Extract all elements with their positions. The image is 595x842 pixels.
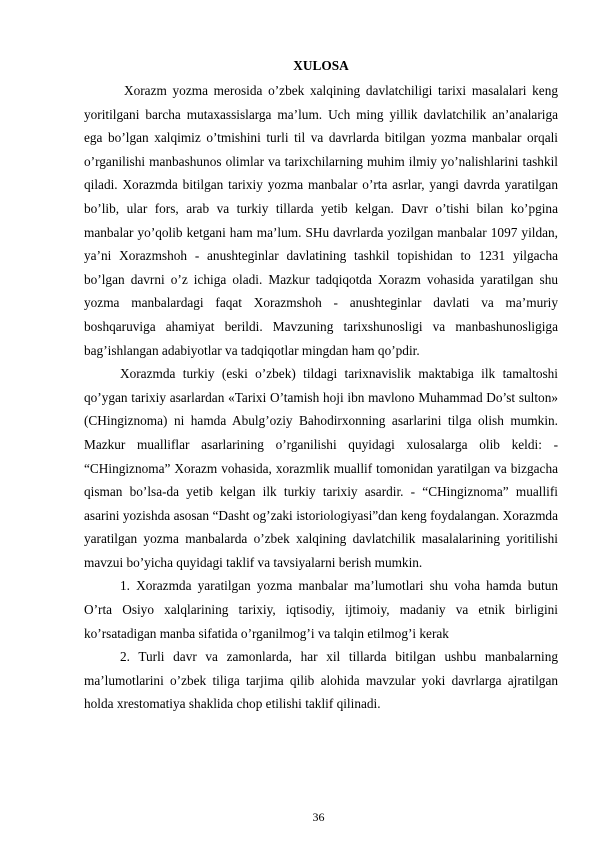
document-title: XULOSA <box>293 58 349 73</box>
paragraph-intro: Xorazm yozma merosida o’zbek xalqining davlatchiligi tarixi masalalari keng yoritilgani barcha mutaxassislarga ma’lum. Uch ming yillik davlatchilik an’analariga ega bo’lgan xalqimiz o’tmishini turli til va davrlarda bitilgan yozma manbalar orqali o’rganilishi manbashunos olimlar va tarixchilarning muhim ilmiy yo’nalishlarini tashkil qiladi. Xorazmda bitilgan tarixiy yozma manbalar o’rta asrlar, yangi davrda yaratilgan bo’lib, ular fors, arab va turkiy tillarda yetib kelgan. Davr o’tishi bilan ko’pgina manbalar yo’qolib ketgani ham ma’lum. SHu davrlarda yozilgan manbalar 1097 yildan, ya’ni Xorazmshoh - anushteginlar davlatining tashkil topishidan to 1231 yilgacha bo’lgan davrni o’z ichiga oladi. Mazkur tadqiqotda Xorazm vohasida yaratilgan shu yozma manbalardagi faqat Xorazmshoh - anushteginlar davlati va ma’muriy boshqaruviga ahamiyat berildi. Mavzuning tarixshunosligi va manbashunosligiga bag’ishlangan adabiyotlar va tadqiqotlar mingdan ham qo’pdir. <box>84 83 558 358</box>
paragraph-turkic-historiography: Xorazmda turkiy (eski o’zbek) tildagi tarixnavislik maktabiga ilk tamaltoshi qo’ygan tarixiy asarlardan «Tarixi O’tamish hoji ibn mavlono Muhammad Do’st sulton» (CHingiznoma) ni hamda Abulg’oziy Bahodirxonning asarlarini tilga olish mumkin. Mazkur mualliflar asarlarining o’rganilishi quyidagi xulosalarga olib keldi: - “CHingiznoma” Xorazm vohasida, xorazmlik muallif tomonidan yaratilgan va bizgacha qisman bo’lsa-da yetib kelgan ilk turkiy tarixiy asardir. - “CHingiznoma” muallifi asarini yozishda asosan “Dasht og’zaki istoriologiyasi”dan keng foydalangan. Xorazmda yaratilgan yozma manbalarda o’zbek xalqining davlatchilik masalalarining yoritilishi mavzui bo’yicha quyidagi taklif va tavsiyalarni berish mumkin. <box>84 366 558 570</box>
paragraph-recommendation-1: 1. Xorazmda yaratilgan yozma manbalar ma’lumotlari shu voha hamda butun O’rta Osiyo xalqlarining tarixiy, iqtisodiy, ijtimoiy, madaniy va etnik birligini ko’rsatadigan manba sifatida o’rganilmog’i va talqin etilmog’i kerak <box>84 578 558 641</box>
paragraph-recommendation-2: 2. Turli davr va zamonlarda, har xil tillarda bitilgan ushbu manbalarning ma’lumotlarini o’zbek tiliga tarjima qilib alohida mavzular yoki davrlarga ajratilgan holda xrestomatiya shaklida chop etilishi taklif qilinadi. <box>84 649 558 712</box>
document-body <box>84 55 558 716</box>
page-number: 36 <box>312 810 325 824</box>
